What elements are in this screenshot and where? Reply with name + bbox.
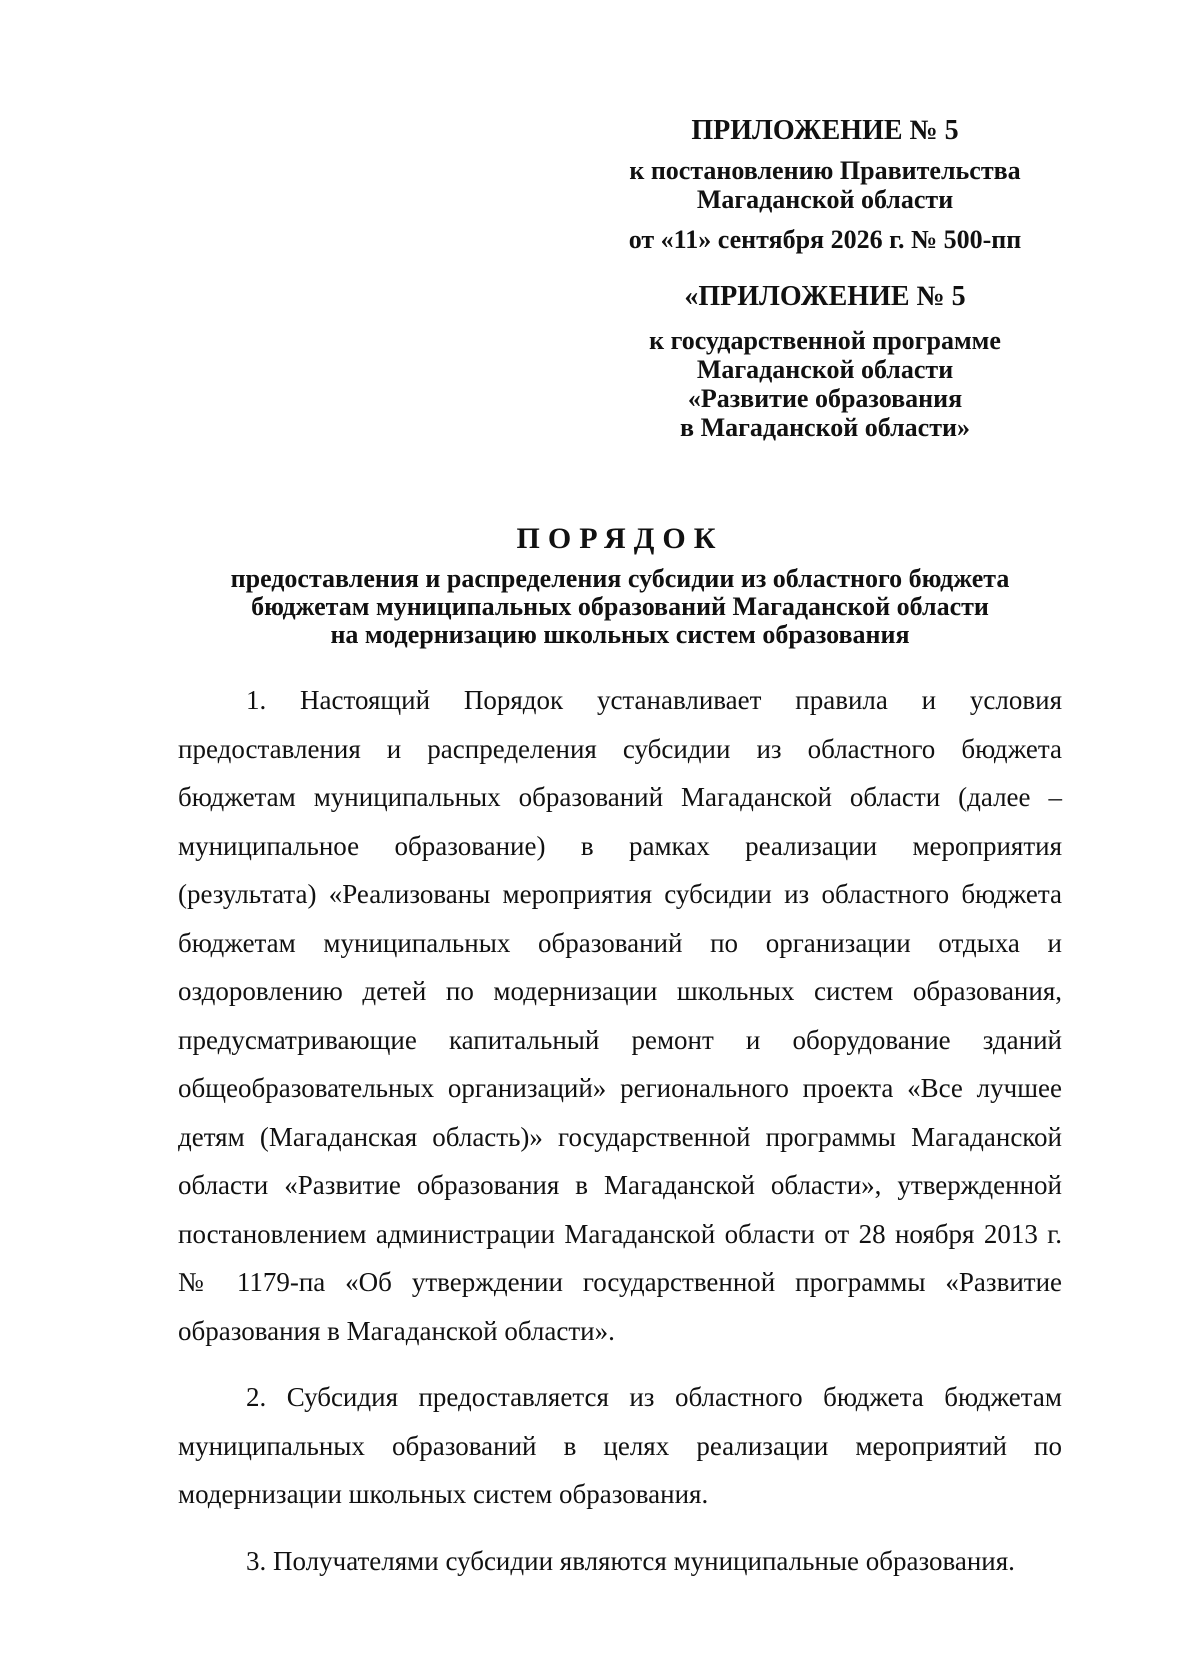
subtitle-line-1: предоставления и распределения субсидии из областного бюджета (230, 564, 1010, 593)
annex-title: ПРИЛОЖЕНИЕ № 5 (691, 115, 959, 146)
subtitle-line-3: на модернизацию школьных систем образования (330, 620, 910, 649)
document-subtitle (180, 565, 1060, 649)
program-annex-header (590, 282, 1060, 311)
program-line-1: к государственной программе (649, 326, 1001, 355)
program-line-2: Магаданской области (696, 355, 954, 384)
program-line-3: «Развитие образования (687, 384, 963, 413)
decree-reference (590, 156, 1060, 214)
paragraph-3: 3. Получателями субсидии являются муниципальные образования. (246, 1545, 1015, 1576)
program-reference (590, 326, 1060, 442)
decree-line-2: Магаданской области (696, 185, 954, 214)
program-annex-title: «ПРИЛОЖЕНИЕ № 5 (684, 281, 966, 312)
annex-header (590, 116, 1060, 145)
paragraph-2: 2. Субсидия предоставляется из областного бюджета бюджетам муниципальных образований в целях реализации мероприятий по модернизации школьных систем образования. (178, 1382, 1062, 1509)
paragraph-1: 1. Настоящий Порядок устанавливает правила и условия предоставления и распределения субсидии из областного бюджета бюджетам муниципальных образований Магаданской области (далее – муниципальное образование) в рамках реализации мероприятия (результата) «Реализованы мероприятия субсидии из областного бюджета бюджетам муниципальных образований по организации отдыха и оздоровлению детей по модернизации школьных систем образования, предусматривающие капитальный ремонт и оборудование зданий общеобразовательных организаций» регионального проекта «Все лучшее детям (Магаданская область)» государственной программы Магаданской области «Развитие образования в Магаданской области», утвержденной постановлением администрации Магаданской области от 28 ноября 2013 г. № 1179-па «Об утверждении государственной программы «Развитие образования в Магаданской области». (178, 685, 1062, 1346)
decree-date-line: от «11» сентября 2026 г. № 500-пп (628, 225, 1022, 254)
decree-date (590, 225, 1060, 254)
document-heading: ПОРЯДОК (516, 522, 724, 555)
subtitle-line-2: бюджетам муниципальных образований Магаданской области (251, 592, 989, 621)
program-line-4: в Магаданской области» (680, 413, 970, 442)
decree-line-1: к постановлению Правительства (629, 156, 1021, 185)
document-body (178, 676, 1062, 1585)
